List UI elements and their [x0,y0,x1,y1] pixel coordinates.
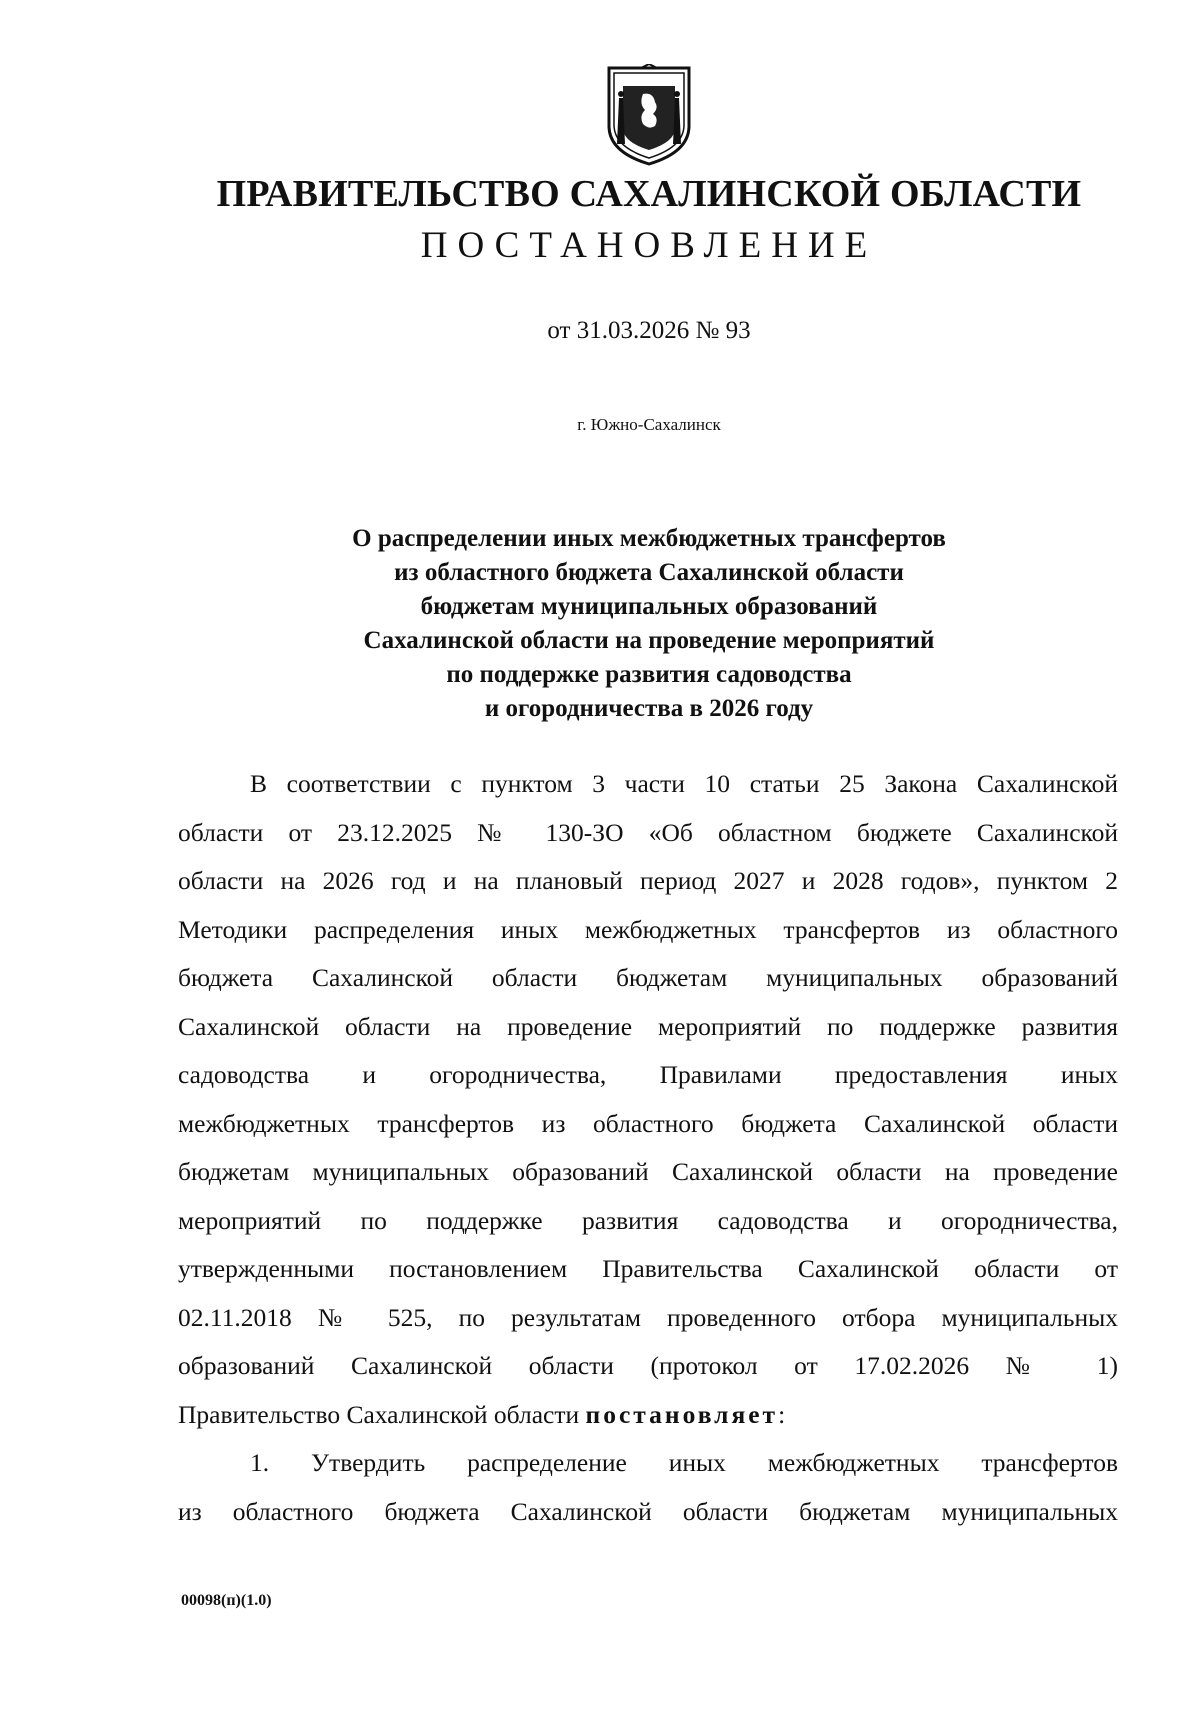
body-line: бюджетам муниципальных образований Сахалинской области на проведение [178,1157,1118,1186]
coat-of-arms-icon [603,64,695,166]
form-code: 00098(п)(1.0) [181,1592,272,1609]
item-1-line: 1. Утвердить распределение иных межбюджетных трансфертов [250,1448,1118,1477]
subject-line: бюджетам муниципальных образований [420,593,878,620]
closing-line [178,1391,1118,1440]
body-line: образований Сахалинской области (протокол от 17.02.2026 № 1) [178,1351,1118,1380]
subject-line: Сахалинской области на проведение мероприятий [363,627,935,654]
subject-line: и огородничества в 2026 году [484,695,814,722]
body-line: Сахалинской области на проведение мероприятий по поддержке развития [178,1011,1118,1041]
subject-line: из областного бюджета Сахалинской области [394,559,904,586]
closing-suffix: : [778,1399,786,1429]
body-line: бюджета Сахалинской области бюджетам муниципальных образований [178,963,1118,992]
item-1-line: из областного бюджета Сахалинской области бюджетам муниципальных [178,1496,1118,1526]
document-subject [0,522,1200,726]
closing-keyword: постановляет [585,1399,779,1429]
subject-line: по поддержке развития садоводства [446,661,852,688]
document-date-number: от 31.03.2026 № 93 [547,317,751,344]
body-line: межбюджетных трансфертов из областного бюджета Сахалинской области [178,1108,1118,1138]
body-line: садоводства и огородничества, Правилами предоставления иных [178,1060,1118,1089]
body-line: мероприятий по поддержке развития садоводства и огородничества, [178,1205,1118,1235]
body-line: области на 2026 год и на плановый период 2027 и 2028 годов», пунктом 2 [178,866,1118,895]
body-line: утвержденными постановлением Правительства Сахалинской области от [178,1254,1118,1283]
body-line: Методики распределения иных межбюджетных трансфертов из областного [178,914,1118,944]
document-city: г. Южно-Сахалинск [577,415,721,434]
document-type: ПОСТАНОВЛЕНИЕ [420,225,878,266]
subject-line: О распределении иных межбюджетных трансфертов [352,525,946,552]
document-body [178,760,1118,1536]
closing-prefix: Правительство Сахалинской области [178,1399,586,1429]
government-title: ПРАВИТЕЛЬСТВО САХАЛИНСКОЙ ОБЛАСТИ [216,173,1082,215]
body-line: области от 23.12.2025 № 130-ЗО «Об областном бюджете Сахалинской [178,817,1118,847]
body-line: В соответствии с пунктом 3 части 10 статьи 25 Закона Сахалинской [250,769,1118,798]
body-line: 02.11.2018 № 525, по результатам проведенного отбора муниципальных [178,1302,1118,1332]
